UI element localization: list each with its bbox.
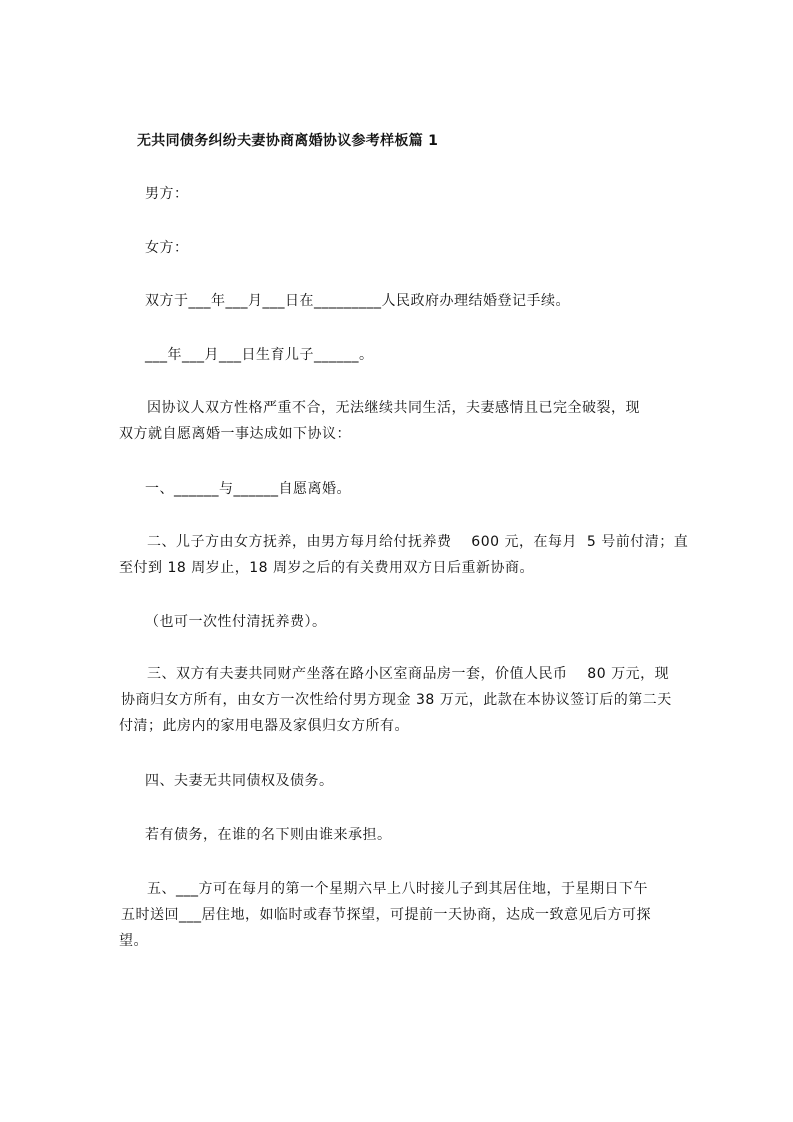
clause-2-note: （也可一次性付清抚养费）。	[145, 614, 327, 630]
clause-3-line-3: 付清；此房内的家用电器及家俱归女方所有。	[119, 718, 409, 734]
clause-5-line-2: 五时送回___居住地，如临时或春节探望，可提前一天协商，达成一致意见后方可探	[121, 907, 651, 923]
clause-2-line-1: 二、儿子方由女方抚养，由男方每月给付抚养费 600 元，在每月 5 号前付清；直	[147, 534, 689, 550]
clause-5-line-3: 望。	[119, 933, 148, 949]
document-title: 无共同债务纠纷夫妻协商离婚协议参考样板篇 1	[137, 133, 439, 149]
clause-3-line-2: 协商归女方所有，由女方一次性给付男方现金 38 万元，此款在本协议签订后的第二天	[121, 692, 672, 708]
clause-1: 一、______与______自愿离婚。	[145, 481, 351, 497]
marriage-registration-line: 双方于___年___月___日在_________人民政府办理结婚登记手续。	[145, 293, 570, 309]
clause-2-line-2: 至付到 18 周岁止，18 周岁之后的有关费用双方日后重新协商。	[119, 560, 534, 576]
clause-4-debt-note: 若有债务，在谁的名下则由谁来承担。	[145, 827, 392, 843]
clause-3-line-1: 三、双方有夫妻共同财产坐落在路小区室商品房一套，价值人民币 80 万元，现	[147, 666, 670, 682]
clause-5-line-1: 五、___方可在每月的第一个星期六早上八时接儿子到其居住地，于星期日下午	[147, 881, 648, 897]
female-party-line: 女方：	[145, 240, 189, 256]
child-birth-line: ___年___月___日生育儿子______。	[145, 347, 374, 363]
reason-paragraph-line-1: 因协议人双方性格严重不合，无法继续共同生活，夫妻感情且已完全破裂，现	[147, 400, 640, 416]
reason-paragraph-line-2: 双方就自愿离婚一事达成如下协议：	[119, 426, 351, 442]
male-party-line: 男方：	[145, 186, 189, 202]
clause-4: 四、夫妻无共同债权及债务。	[145, 773, 334, 789]
